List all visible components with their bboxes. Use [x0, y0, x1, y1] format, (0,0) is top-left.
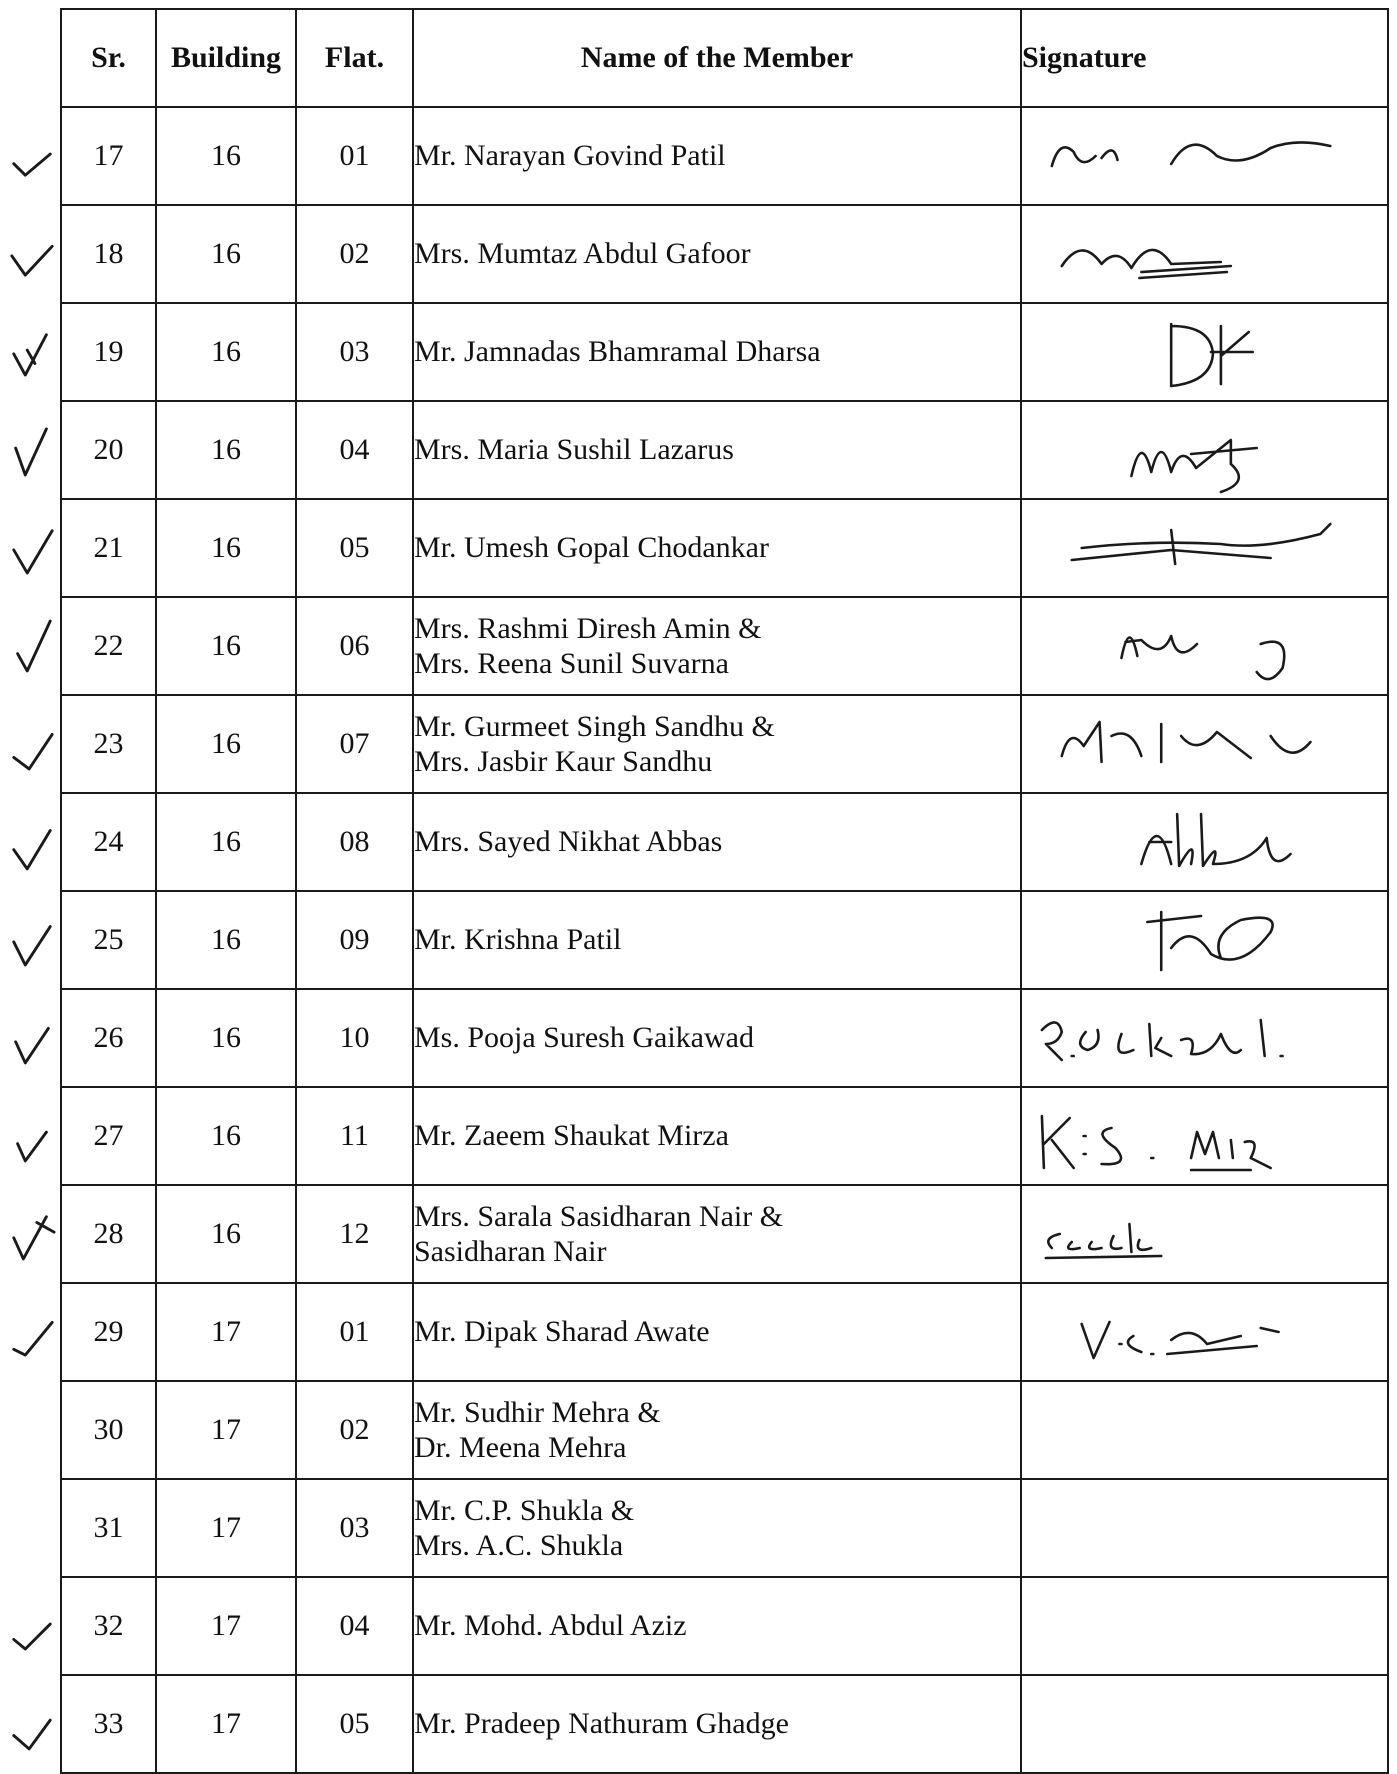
cell-flat: 06	[296, 597, 413, 695]
cell-signature	[1021, 1479, 1388, 1577]
cell-signature	[1021, 989, 1388, 1087]
member-name-line: Mr. Umesh Gopal Chodankar	[414, 531, 769, 565]
handwritten-signature	[1022, 500, 1387, 596]
member-name-line: Mr. Krishna Patil	[414, 923, 622, 957]
cell-signature	[1021, 1675, 1388, 1773]
member-name-line: Mr. Pradeep Nathuram Ghadge	[414, 1707, 789, 1741]
member-signature-table	[60, 8, 1389, 1774]
cell-member-name	[413, 107, 1021, 205]
check-mark-icon	[8, 1594, 56, 1658]
cell-member-name	[413, 1087, 1021, 1185]
cell-building: 16	[156, 303, 296, 401]
table-row	[61, 1577, 1388, 1675]
cell-signature	[1021, 891, 1388, 989]
cell-signature	[1021, 1381, 1388, 1479]
member-name-line: Sasidharan Nair	[414, 1235, 607, 1268]
header-building: Building	[156, 9, 296, 107]
check-mark-icon	[8, 516, 56, 580]
check-mark-icon	[8, 908, 56, 972]
member-name-line: Mrs. A.C. Shukla	[414, 1529, 624, 1562]
member-name-line: Mrs. Rashmi Diresh Amin &	[414, 611, 762, 645]
header-flat: Flat.	[296, 9, 413, 107]
cell-flat: 09	[296, 891, 413, 989]
cell-member-name	[413, 1577, 1021, 1675]
check-mark-icon	[8, 810, 56, 874]
cell-building: 17	[156, 1577, 296, 1675]
member-name-line: Mrs. Sayed Nikhat Abbas	[414, 825, 723, 859]
handwritten-signature	[1022, 304, 1387, 400]
handwritten-signature	[1022, 108, 1387, 204]
check-mark-icon	[8, 1104, 56, 1168]
handwritten-signature	[1022, 206, 1387, 302]
cell-flat: 01	[296, 107, 413, 205]
cell-flat: 04	[296, 401, 413, 499]
cell-flat: 11	[296, 1087, 413, 1185]
cell-member-name	[413, 793, 1021, 891]
cell-flat: 02	[296, 1381, 413, 1479]
check-mark-icon	[8, 614, 56, 678]
member-name-line: Dr. Meena Mehra	[414, 1431, 627, 1464]
cell-sr: 18	[61, 205, 156, 303]
member-name-line: Mr. C.P. Shukla &	[414, 1493, 635, 1527]
handwritten-signature	[1022, 598, 1387, 694]
cell-signature	[1021, 107, 1388, 205]
check-mark-icon	[8, 320, 56, 384]
member-name-line: Mr. Dipak Sharad Awate	[414, 1315, 710, 1349]
cell-flat: 01	[296, 1283, 413, 1381]
cell-sr: 30	[61, 1381, 156, 1479]
cell-member-name	[413, 1185, 1021, 1283]
cell-signature	[1021, 793, 1388, 891]
cell-member-name	[413, 597, 1021, 695]
cell-sr: 22	[61, 597, 156, 695]
cell-flat: 12	[296, 1185, 413, 1283]
member-name-line: Mr. Narayan Govind Patil	[414, 139, 726, 173]
cell-member-name	[413, 499, 1021, 597]
cell-signature	[1021, 1185, 1388, 1283]
cell-flat: 10	[296, 989, 413, 1087]
cell-sr: 21	[61, 499, 156, 597]
handwritten-signature	[1022, 1284, 1387, 1380]
cell-member-name	[413, 205, 1021, 303]
cell-flat: 04	[296, 1577, 413, 1675]
cell-building: 16	[156, 989, 296, 1087]
cell-sr: 28	[61, 1185, 156, 1283]
table-row	[61, 793, 1388, 891]
handwritten-signature	[1022, 402, 1387, 498]
cell-sr: 23	[61, 695, 156, 793]
header-sr: Sr.	[61, 9, 156, 107]
table-row	[61, 205, 1388, 303]
table-row	[61, 1381, 1388, 1479]
cell-building: 17	[156, 1479, 296, 1577]
handwritten-signature	[1022, 892, 1387, 988]
cell-building: 16	[156, 695, 296, 793]
cell-sr: 24	[61, 793, 156, 891]
member-name-line: Mrs. Maria Sushil Lazarus	[414, 433, 734, 467]
check-mark-icon	[8, 712, 56, 776]
check-mark-icon	[8, 222, 56, 286]
check-mark-icon	[8, 418, 56, 482]
handwritten-signature	[1022, 696, 1387, 792]
member-name-line: Mrs. Mumtaz Abdul Gafoor	[414, 237, 751, 271]
table-row	[61, 989, 1388, 1087]
cell-flat: 03	[296, 1479, 413, 1577]
cell-building: 16	[156, 1087, 296, 1185]
cell-building: 16	[156, 597, 296, 695]
cell-signature	[1021, 597, 1388, 695]
table-row	[61, 891, 1388, 989]
handwritten-signature	[1022, 1088, 1387, 1184]
cell-signature	[1021, 1283, 1388, 1381]
member-name-line: Mrs. Jasbir Kaur Sandhu	[414, 745, 713, 778]
cell-flat: 02	[296, 205, 413, 303]
cell-building: 16	[156, 891, 296, 989]
cell-flat: 07	[296, 695, 413, 793]
check-mark-icon	[8, 1006, 56, 1070]
cell-sr: 29	[61, 1283, 156, 1381]
member-name-line: Ms. Pooja Suresh Gaikawad	[414, 1021, 754, 1055]
cell-signature	[1021, 205, 1388, 303]
table-row	[61, 1087, 1388, 1185]
cell-flat: 05	[296, 499, 413, 597]
table-row	[61, 107, 1388, 205]
table-row	[61, 695, 1388, 793]
cell-building: 16	[156, 401, 296, 499]
cell-member-name	[413, 1283, 1021, 1381]
handwritten-signature	[1022, 794, 1387, 890]
cell-building: 16	[156, 499, 296, 597]
table-row	[61, 1675, 1388, 1773]
cell-sr: 32	[61, 1577, 156, 1675]
cell-building: 17	[156, 1675, 296, 1773]
member-name-line: Mrs. Sarala Sasidharan Nair &	[414, 1199, 784, 1233]
cell-building: 17	[156, 1381, 296, 1479]
table-row	[61, 401, 1388, 499]
cell-sr: 33	[61, 1675, 156, 1773]
cell-member-name	[413, 1381, 1021, 1479]
table-row	[61, 1185, 1388, 1283]
cell-member-name	[413, 891, 1021, 989]
cell-sr: 31	[61, 1479, 156, 1577]
header-signature: Signature	[1021, 9, 1388, 107]
member-name-line: Mr. Mohd. Abdul Aziz	[414, 1609, 687, 1643]
member-name-line: Mr. Gurmeet Singh Sandhu &	[414, 709, 775, 743]
member-name-line: Mr. Jamnadas Bhamramal Dharsa	[414, 335, 821, 369]
check-mark-icon	[8, 124, 56, 188]
cell-building: 16	[156, 793, 296, 891]
cell-member-name	[413, 1479, 1021, 1577]
table-row	[61, 1283, 1388, 1381]
cell-member-name	[413, 303, 1021, 401]
cell-flat: 05	[296, 1675, 413, 1773]
cell-sr: 25	[61, 891, 156, 989]
header-row	[61, 9, 1388, 107]
member-name-line: Mr. Zaeem Shaukat Mirza	[414, 1119, 729, 1153]
check-mark-icon	[8, 1202, 56, 1266]
cell-signature	[1021, 401, 1388, 499]
cell-signature	[1021, 1087, 1388, 1185]
cell-building: 17	[156, 1283, 296, 1381]
cell-sr: 27	[61, 1087, 156, 1185]
cell-sr: 20	[61, 401, 156, 499]
header-name: Name of the Member	[413, 9, 1021, 107]
table-row	[61, 499, 1388, 597]
table-row	[61, 1479, 1388, 1577]
check-mark-icon	[8, 1300, 56, 1364]
cell-signature	[1021, 303, 1388, 401]
cell-building: 16	[156, 107, 296, 205]
cell-sr: 26	[61, 989, 156, 1087]
cell-sr: 17	[61, 107, 156, 205]
cell-signature	[1021, 695, 1388, 793]
cell-flat: 03	[296, 303, 413, 401]
member-name-line: Mr. Sudhir Mehra &	[414, 1395, 661, 1429]
cell-sr: 19	[61, 303, 156, 401]
cell-building: 16	[156, 205, 296, 303]
cell-building: 16	[156, 1185, 296, 1283]
cell-member-name	[413, 401, 1021, 499]
cell-flat: 08	[296, 793, 413, 891]
cell-signature	[1021, 499, 1388, 597]
cell-member-name	[413, 989, 1021, 1087]
check-mark-icon	[8, 1692, 56, 1756]
cell-signature	[1021, 1577, 1388, 1675]
cell-member-name	[413, 1675, 1021, 1773]
handwritten-signature	[1022, 990, 1387, 1086]
handwritten-signature	[1022, 1186, 1387, 1282]
table-row	[61, 597, 1388, 695]
member-name-line: Mrs. Reena Sunil Suvarna	[414, 647, 729, 680]
table-row	[61, 303, 1388, 401]
cell-member-name	[413, 695, 1021, 793]
